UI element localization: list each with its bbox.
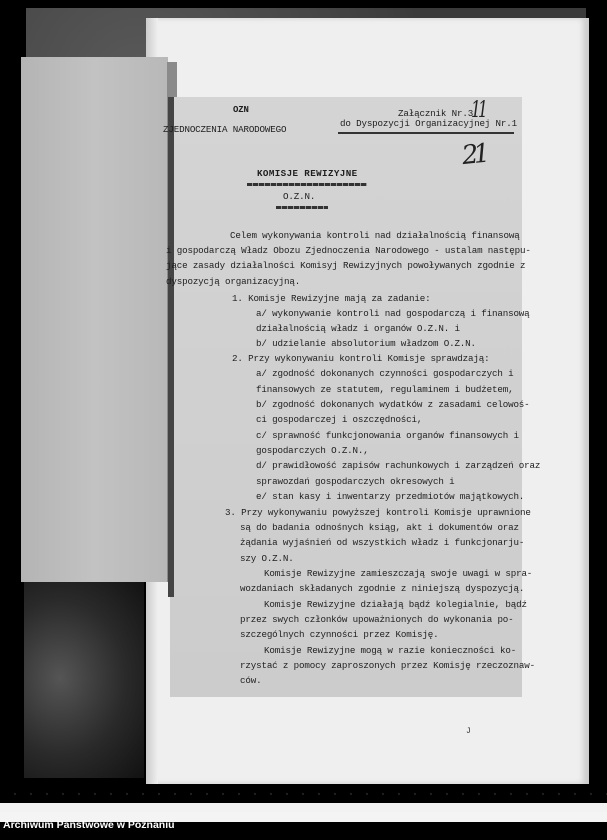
point3-line: szy O.Z.N. <box>240 553 294 564</box>
document-subtitle: O.Z.N. <box>283 191 316 202</box>
subtitle-underline <box>276 206 328 209</box>
point2-line: sprawozdań gospodarczych okresowych i <box>256 476 455 487</box>
handwritten-folio-number: 21 <box>460 138 487 172</box>
header-org-name: ZJEDNOCZENIA NARODOWEGO <box>163 124 287 135</box>
handwritten-folio-top: 11 <box>471 98 485 123</box>
header-underline <box>338 132 514 134</box>
point2-line: d/ prawidłowość zapisów rachunkowych i zarządzeń oraz <box>256 460 541 471</box>
folder-lower-shadow <box>24 578 144 778</box>
intro-line: i gospodarczą Władz Obozu Zjednoczenia Narodowego - ustalam następu- <box>166 245 531 256</box>
point3-line: są do badania odnośnych ksiąg, akt i dokumentów oraz <box>240 522 519 533</box>
experts-paragraph-line: rzystać z pomocy zaproszonych przez Komisję rzeczoznaw- <box>240 660 535 671</box>
header-attachment: Załącznik Nr.3 <box>398 108 474 119</box>
viewer-separator <box>0 803 607 812</box>
archive-name-label: Archiwum Państwowe w Poznaniu <box>3 819 175 831</box>
header-org-abbrev: OZN <box>233 105 249 115</box>
reports-paragraph-line: Komisje Rewizyjne zamieszczają swoje uwagi w spra- <box>264 568 533 579</box>
header-disposition: do Dyspozycji Organizacyjnej Nr.1 <box>340 118 517 129</box>
page-mark: J <box>466 727 471 736</box>
reports-paragraph-line: wozdaniach składanych zgodnie z niniejszą dyspozycją. <box>240 583 525 594</box>
collegial-paragraph-line: przez swych członków upoważnionych do wykonania po- <box>240 614 514 625</box>
scan-edge-ticks <box>0 793 607 795</box>
point2-line: e/ stan kasy i inwentarzy przedmiotów majątkowych. <box>256 491 525 502</box>
point2-line: gospodarczych O.Z.N., <box>256 445 369 456</box>
point2-line: ci gospodarczej i oszczędności, <box>256 414 423 425</box>
intro-line: dyspozycją organizacyjną. <box>166 276 301 287</box>
point1-line: działalnością władz i organów O.Z.N. i <box>256 323 460 334</box>
point3-line: 3. Przy wykonywaniu powyższej kontroli Komisje uprawnione <box>225 507 531 518</box>
point1-line: 1. Komisje Rewizyjne mają za zadanie: <box>232 293 431 304</box>
point1-line: b/ udzielanie absolutorium władzom O.Z.N. <box>256 338 476 349</box>
intro-line: Celem wykonywania kontroli nad działalnością finansową <box>230 230 520 241</box>
intro-line: jące zasady działalności Komisyj Rewizyjnych powoływanych zgodnie z <box>166 260 526 271</box>
experts-paragraph-line: Komisje Rewizyjne mogą w razie konieczności ko- <box>264 645 517 656</box>
sheet-binding-edge <box>168 97 174 597</box>
point2-line: b/ zgodność dokonanych wydatków z zasadami celowoś- <box>256 399 530 410</box>
title-underline <box>247 183 367 186</box>
point1-line: a/ wykonywanie kontroli nad gospodarczą i finansową <box>256 308 530 319</box>
left-flap-page <box>21 57 168 582</box>
document-title: KOMISJE REWIZYJNE <box>257 168 358 179</box>
point2-line: 2. Przy wykonywaniu kontroli Komisje sprawdzają: <box>232 353 490 364</box>
point2-line: a/ zgodność dokonanych czynności gospodarczych i <box>256 368 514 379</box>
point2-line: c/ sprawność funkcjonowania organów finansowych i <box>256 430 519 441</box>
point2-line: finansowych ze statutem, regulaminem i budżetem, <box>256 384 514 395</box>
collegial-paragraph-line: Komisje Rewizyjne działają bądź kolegialnie, bądź <box>264 599 527 610</box>
point3-line: żądania wyjaśnień od wszystkich władz i funkcjonarju- <box>240 537 525 548</box>
experts-paragraph-line: ców. <box>240 675 262 686</box>
collegial-paragraph-line: szczególnych czynności przez Komisję. <box>240 629 439 640</box>
